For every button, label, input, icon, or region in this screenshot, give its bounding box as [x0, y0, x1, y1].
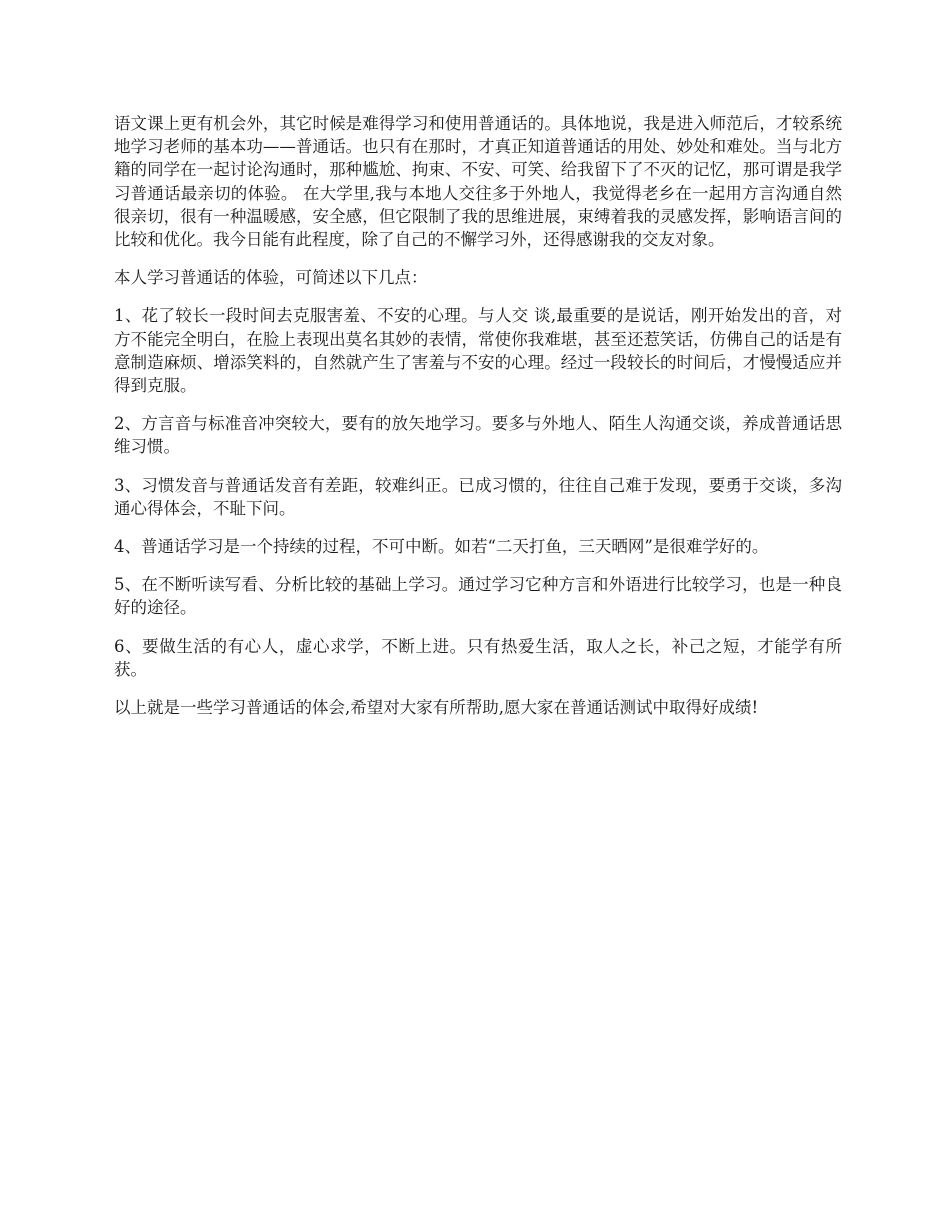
paragraph-closing: 以上就是一些学习普通话的体会,希望对大家有所帮助,愿大家在普通话测试中取得好成绩!	[114, 698, 759, 718]
paragraph-point-3: 3、习惯发音与普通话发音有差距，较难纠正。已成习惯的，往往自己难于发现，要勇于交谈，多沟通心得体会，不耻下问。	[114, 475, 842, 518]
paragraph-point-5: 5、在不断听读写看、分析比较的基础上学习。通过学习它种方言和外语进行比较学习，也是一种良好的途径。	[114, 575, 842, 618]
paragraph-summary-heading: 本人学习普通话的体验，可简述以下几点：	[114, 268, 428, 288]
paragraph-point-2: 2、方言音与标准音冲突较大，要有的放矢地学习。要多与外地人、陌生人沟通交谈，养成普通话思维习惯。	[114, 414, 842, 457]
paragraph-point-1: 1、花了较长一段时间去克服害羞、不安的心理。与人交 谈,最重要的是说话，刚开始发出的音，对方不能完全明白，在脸上表现出莫名其妙的表情，常使你我难堪，甚至还惹笑话，仿佛自己的话是有意制造麻烦、增添笑料的，自然就产生了害羞与不安的心理。经过一段较长的时间后，才慢慢适应并得到克服。	[114, 306, 842, 396]
document-body	[114, 112, 842, 734]
paragraph-point-4: 4、普通话学习是一个持续的过程，不可中断。如若“二天打鱼，三天晒网”是很难学好的。	[114, 537, 769, 557]
paragraph-intro: 语文课上更有机会外，其它时候是难得学习和使用普通话的。具体地说，我是进入师范后，才较系统地学习老师的基本功——普通话。也只有在那时，才真正知道普通话的用处、妙处和难处。当与北方籍的同学在一起讨论沟通时，那种尴尬、拘束、不安、可笑、给我留下了不灭的记忆，那可谓是我学习普通话最亲切的体验。 在大学里,我与本地人交往多于外地人，我觉得老乡在一起用方言沟通自然很亲切，很有一种温暖感，安全感，但它限制了我的思维进展，束缚着我的灵感发挥，影响语言间的比较和优化。我今日能有此程度，除了自己的不懈学习外，还得感谢我的交友对象。	[114, 114, 842, 250]
paragraph-point-6: 6、要做生活的有心人，虚心求学，不断上进。只有热爱生活，取人之长，补己之短，才能学有所获。	[114, 636, 842, 679]
